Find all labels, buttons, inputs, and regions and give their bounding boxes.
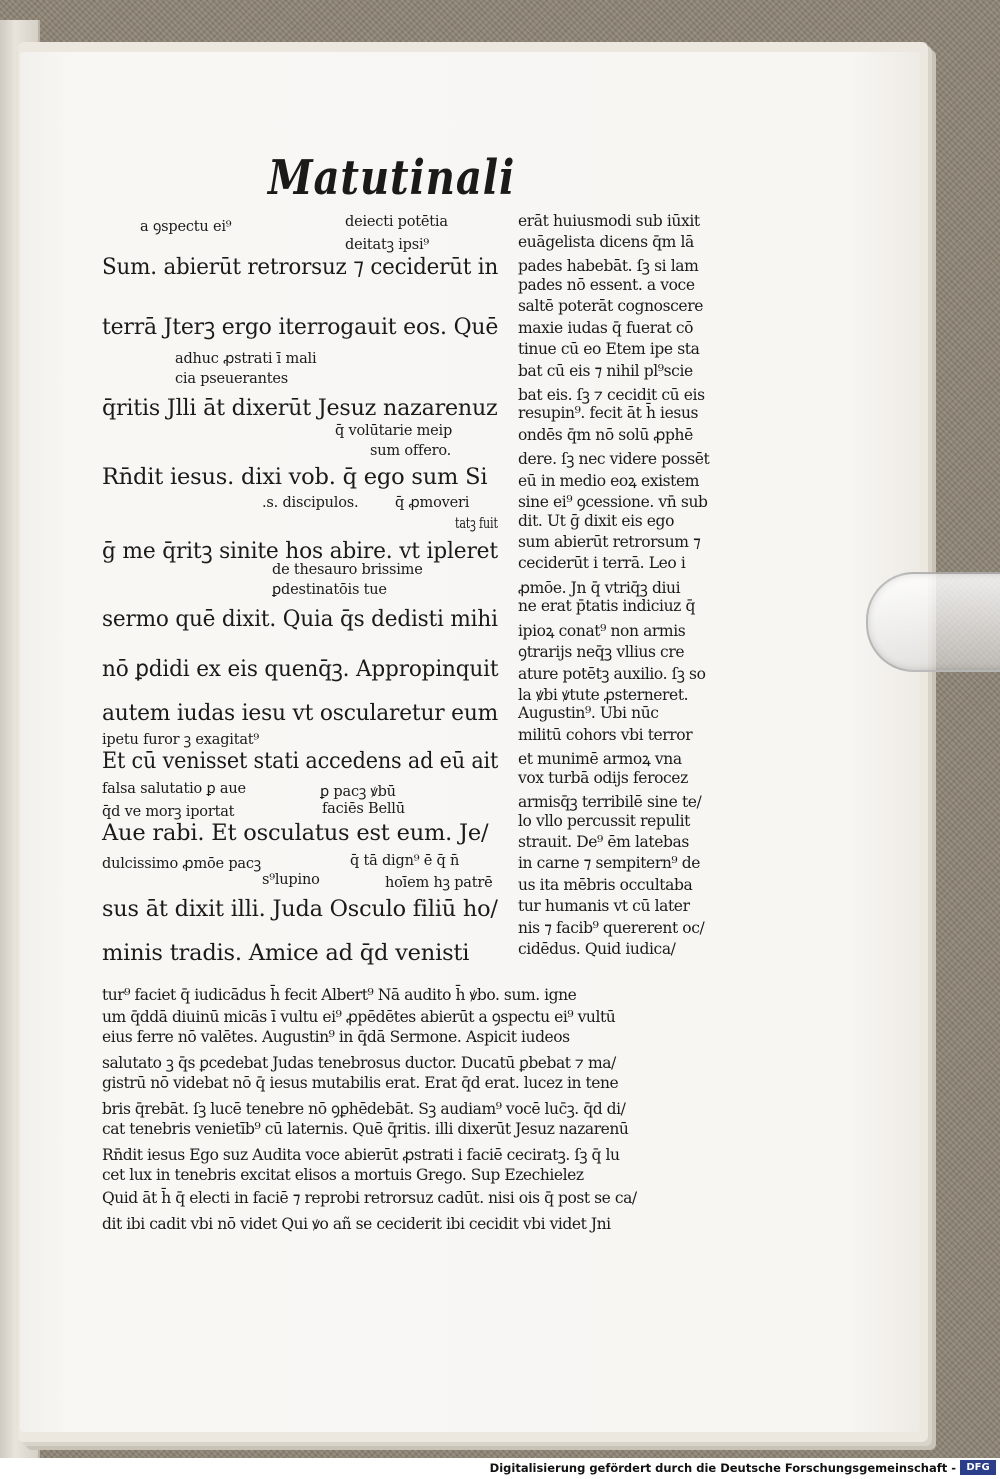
gloss-line: falsa salutatio ꝑ aue: [102, 781, 246, 797]
gloss-line: ꝑdestinatōis tue: [272, 582, 387, 598]
gloss-line: hoīem hꝫ patrē: [385, 875, 493, 891]
gloss-line: sum offero.: [370, 443, 451, 459]
gloss-line: q̄ volūtarie meip: [335, 423, 453, 439]
text-line: Sum. abierūt retrorsuz ⁊ ceciderūt in: [102, 254, 499, 280]
right-column-line: tur humanis vt cū later: [518, 897, 690, 915]
right-column-line: nis ⁊ facib⁹ quererent oc/: [518, 919, 705, 937]
bottom-text-line: bris q̄rebāt. ſꝫ lucē tenebre nō ꝯꝑhēdebāt. Sꝫ audiam⁹ vocē luc̄ꝫ. q̄d di/: [102, 1100, 626, 1118]
page-heading: Matutinali: [268, 150, 516, 206]
right-column-line: ne erat p̄tatis indiciuz q̄: [518, 597, 695, 615]
gloss-line: .s. discipulos.: [262, 495, 359, 511]
gloss-line: tatꝫ fuit: [455, 516, 498, 532]
text-line: sermo quē dixit. Quia q̄s dedisti mihi: [102, 606, 498, 632]
text-line: sus āt dixit illi. Juda Osculo filiū ho/: [102, 896, 498, 922]
right-column-line: pades habebāt. ſꝫ si lam: [518, 257, 699, 275]
right-column-line: sum abierūt retrorsum ⁊: [518, 533, 701, 551]
bottom-text-line: tur⁹ faciet q̄ iudicādus h̄ fecit Albert⁹ Nā audito h̄ ꝟbo. sum. igne: [102, 986, 577, 1004]
text-line: autem iudas iesu vt oscularetur eum: [102, 700, 499, 726]
right-column-line: dere. ſꝫ nec videre possēt: [518, 450, 710, 468]
right-column-line: us ita mēbris occultaba: [518, 876, 693, 894]
right-column-line: ature potētꝫ auxilio. ſꝫ so: [518, 665, 706, 683]
text-line: Et cū venisset stati accedens ad eū ait: [102, 748, 499, 774]
bottom-text-line: gistrū nō videbat nō q̄ iesus mutabilis erat. Erat q̄d erat. lucez in tene: [102, 1074, 619, 1092]
gloss-line: q̄ tā dign⁹ ē q̄ n̄: [350, 853, 460, 869]
text-line: terrā Jterꝫ ergo iterrogauit eos. Quē: [102, 314, 499, 340]
right-column-line: pades nō essent. a voce: [518, 276, 695, 294]
gloss-line: adhuc ꝓstrati ī mali: [175, 351, 317, 367]
right-column-line: lo vllo percussit repulit: [518, 812, 690, 830]
bottom-text-line: salutato ꝫ q̄s ꝑcedebat Judas tenebrosus ductor. Ducatū ꝑbebat ⁊ ma/: [102, 1054, 616, 1072]
right-column-line: ceciderūt i terrā. Leo i: [518, 554, 686, 572]
right-column-line: euāgelista dicens q̄m lā: [518, 233, 694, 251]
footer-credit: Digitalisierung gefördert durch die Deutsche Forschungsgemeinschaft -: [489, 1461, 956, 1475]
right-column-line: cidēdus. Quid iudica/: [518, 940, 676, 958]
right-column-line: militū cohors vbi terror: [518, 726, 693, 744]
dfg-logo: DFG: [960, 1460, 996, 1475]
gloss-line: s⁹lupino: [262, 872, 320, 888]
right-column-line: dit. Ut ḡ dixit eis ego: [518, 512, 675, 530]
right-column-line: ipioꝝ conat⁹ non armis: [518, 622, 686, 640]
right-column-line: ꝓmōe. Jn q̄ vtriq̄ꝫ diui: [518, 579, 681, 597]
bottom-text-line: um q̄ddā diuinū micās ī vultu ei⁹ ꝓpēdētes abierūt a ꝯspectu ei⁹ vultū: [102, 1008, 616, 1026]
right-column-line: bat cū eis ⁊ nihil pl⁹scie: [518, 362, 693, 380]
gloss-line: faciēs Bellū: [322, 801, 405, 817]
gloss-line: a ꝯspectu ei⁹: [140, 219, 232, 235]
gloss-line: q̄d ve morꝫ iportat: [102, 804, 235, 820]
gloss-line: q̄ ꝓmoveri: [395, 495, 470, 511]
right-column-line: erāt huiusmodi sub iūxit: [518, 212, 700, 230]
right-column-line: maxie iudas q̄ fuerat cō: [518, 319, 694, 337]
bottom-text-line: cet lux in tenebris excitat elisos a mortuis Grego. Sup Ezechielez: [102, 1166, 584, 1184]
gloss-line: dulcissimo ꝓmōe pacꝫ: [102, 856, 261, 872]
page-clip: [866, 572, 1000, 672]
gloss-line: ipetu furor ꝫ exagitat⁹: [102, 732, 260, 748]
text-line: q̄ritis Jlli āt dixerūt Jesuz nazarenuz: [102, 395, 498, 421]
right-column-line: ondēs q̄m nō solū ꝓphē: [518, 426, 693, 444]
right-column-line: saltē poterāt cognoscere: [518, 297, 703, 315]
right-column-line: et munimē armoꝝ vna: [518, 750, 682, 768]
right-column-line: armisq̄ꝫ terribilē sine te/: [518, 793, 702, 811]
bottom-text-line: dit ibi cadit vbi nō videt Qui ꝟo añ se ceciderit ibi cecidit vbi videt Jni: [102, 1215, 611, 1233]
right-column-line: in carne ⁊ sempitern⁹ de: [518, 854, 701, 872]
right-column-line: la ꝟbi ꝟtute ꝓsterneret.: [518, 686, 689, 704]
gloss-line: cia pseuerantes: [175, 371, 289, 387]
text-line: ḡ me q̄ritꝫ sinite hos abire. vt ipleret: [102, 538, 498, 564]
right-column-line: bat eis. ſꝫ ⁊ cecidit cū eis: [518, 386, 705, 404]
right-column-line: ꝯtrarijs neq̄ꝫ vllius cre: [518, 643, 685, 661]
right-column-line: Augustin⁹. Ubi nūc: [518, 704, 659, 722]
bottom-text-line: eius ferre nō valētes. Augustin⁹ in q̄dā Sermone. Aspicit iudeos: [102, 1028, 570, 1046]
gloss-line: de thesauro brissime: [272, 562, 423, 578]
right-column-line: resupin⁹. fecit āt h̄ iesus: [518, 404, 699, 422]
bottom-text-line: Rn̄dit iesus Ego suz Audita voce abierūt ꝓstrati i faciē ceciratꝫ. ſꝫ q̄ lu: [102, 1146, 620, 1164]
text-line: minis tradis. Amice ad q̄d venisti: [102, 940, 470, 966]
bottom-text-line: cat tenebris venietīb⁹ cū laternis. Quē q̄ritis. illi dixerūt Jesuz nazarenū: [102, 1120, 629, 1138]
text-line: Rn̄dit iesus. dixi vob. q̄ ego sum Si: [102, 464, 488, 490]
gloss-line: deitatꝫ ipsi⁹: [345, 237, 430, 253]
gloss-line: deiecti potētia: [345, 214, 448, 230]
text-line: nō ꝑdidi ex eis quenq̄ꝫ. Appropinquit: [102, 656, 499, 682]
right-column-line: strauit. De⁹ ēm latebas: [518, 833, 689, 851]
gloss-line: ꝑ pacꝫ ꝟbū: [320, 784, 396, 800]
right-column-line: tinue cū eo Etem ipe sta: [518, 340, 700, 358]
right-column-line: sine ei⁹ ꝯcessione. vn̄ sub: [518, 493, 708, 511]
right-column-line: vox turbā odijs ferocez: [518, 769, 688, 787]
text-line: Aue rabi. Et osculatus est eum. Je/: [102, 820, 489, 846]
bottom-text-line: Quid āt h̄ q̄ electi in faciē ⁊ reprobi retrorsuz cadūt. nisi ois q̄ post se ca/: [102, 1189, 637, 1207]
right-column-line: eū in medio eoꝝ existem: [518, 472, 700, 490]
